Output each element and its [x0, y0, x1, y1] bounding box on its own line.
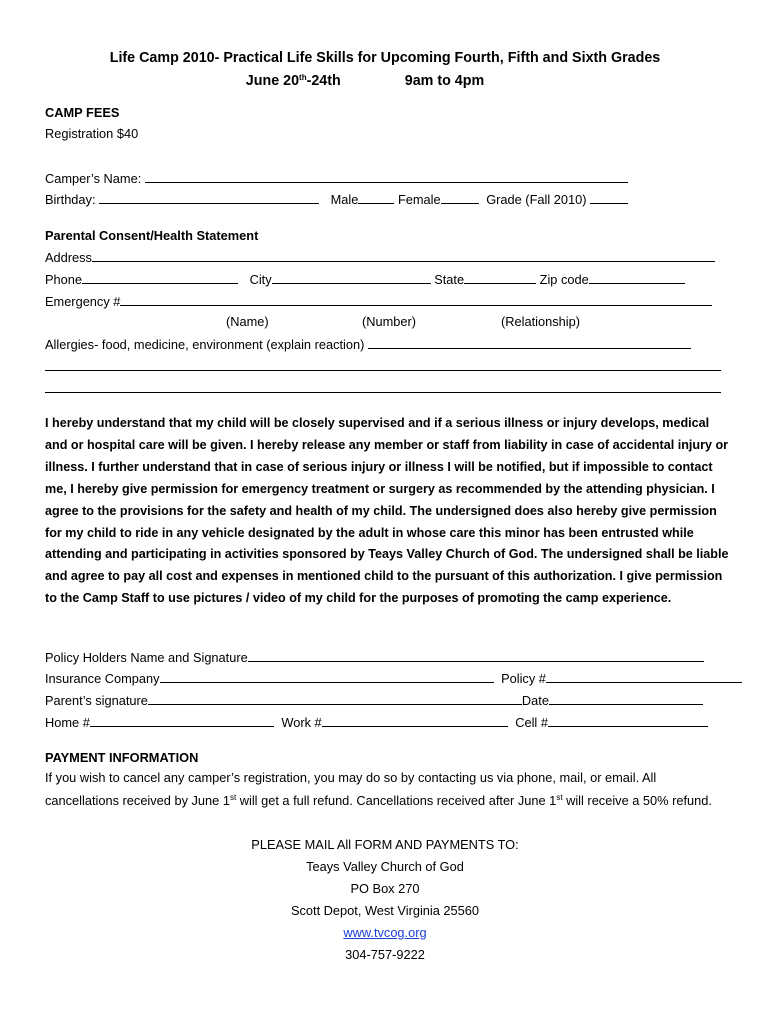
city-label: City: [249, 272, 272, 287]
female-label: Female: [397, 192, 441, 207]
phone-field[interactable]: [82, 270, 238, 284]
mail-org: Teays Valley Church of God: [306, 859, 464, 874]
policy-number-label: Policy #: [501, 671, 546, 686]
emergency-col-name: (Name): [226, 314, 269, 329]
date-label: Date: [521, 693, 549, 708]
home-phone-field[interactable]: [90, 713, 274, 727]
mail-city: Scott Depot, West Virginia 25560: [290, 903, 480, 918]
birthday-row: [45, 190, 628, 208]
camp-fees-heading: CAMP FEES: [45, 105, 120, 120]
payment-text-b: will get a full refund. Cancellations received after June 1: [236, 792, 557, 808]
date-field[interactable]: [549, 691, 703, 705]
parent-signature-label: Parent’s signature: [45, 693, 148, 708]
release-statement: I hereby understand that my child will be closely supervised and if a serious illness or injury develops, medical and or hospital care will be given. I hereby release any member or staff from liability in case of accidental injury or illness. I further understand that in case of serious injury or illness I will be notified, but if impossible to contact me, I hereby give permission for emergency treatment or surgery as recommended by the attending physician. I agree to the provisions for the safety and health of my child. The undersigned does also hereby give permission for my child to ride in any vehicle designated by the adult in whose care this minor has been entrusted while attending and participating in activities sponsored by Teays Valley Church of God. The undersigned shall be liable and agree to pay all cost and expenses in mentioned child to the pursuant of this authorization. I give permission to the Camp Staff to use pictures / video of my child for the purposes of promoting the camp experience.: [45, 416, 729, 606]
phone-city-row: [45, 270, 685, 288]
insurance-company-label: Insurance Company: [45, 671, 160, 686]
male-field[interactable]: [358, 190, 394, 204]
registration-fee: Registration $40: [45, 126, 139, 141]
allergies-field-3[interactable]: [45, 379, 721, 393]
mail-po-box: PO Box 270: [350, 881, 420, 896]
contact-phone: 304-757-9222: [345, 947, 425, 962]
allergies-field-2[interactable]: [45, 357, 721, 371]
state-field[interactable]: [464, 270, 536, 284]
zip-label: Zip code: [539, 272, 589, 287]
date-sup: th: [299, 73, 307, 82]
website-link[interactable]: www.tvcog.org: [343, 925, 427, 940]
camper-name-field[interactable]: [145, 169, 628, 183]
grade-label: Grade (Fall 2010): [486, 192, 587, 207]
parent-signature-field[interactable]: [148, 691, 522, 705]
payment-text-a: If you wish to cancel any camper’s registration, you may do so by contacting us via phone, mail, or email. All cancellations received by June 1: [45, 770, 657, 808]
male-label: Male: [330, 192, 359, 207]
state-label: State: [434, 272, 465, 287]
allergies-row: [45, 335, 691, 353]
cell-phone-label: Cell #: [515, 715, 548, 730]
allergies-line-2: [45, 357, 721, 375]
mail-heading: PLEASE MAIL All FORM AND PAYMENTS TO:: [251, 837, 519, 852]
form-title: Life Camp 2010- Practical Life Skills for Upcoming Fourth, Fifth and Sixth Grades: [109, 50, 661, 66]
address-field[interactable]: [92, 248, 715, 262]
policy-number-field[interactable]: [546, 669, 742, 683]
emergency-label: Emergency #: [45, 294, 121, 309]
allergies-line-3: [45, 379, 721, 397]
payment-text-c: will receive a 50% refund.: [562, 792, 712, 808]
emergency-row: [45, 292, 712, 310]
parent-signature-row: [45, 691, 703, 709]
address-row: [45, 248, 715, 266]
emergency-col-number: (Number): [362, 314, 417, 329]
city-field[interactable]: [272, 270, 431, 284]
work-phone-field[interactable]: [322, 713, 508, 727]
insurance-company-field[interactable]: [160, 669, 494, 683]
phone-label: Phone: [45, 272, 83, 287]
payment-heading: PAYMENT INFORMATION: [45, 750, 199, 765]
date-suffix: -24th: [306, 73, 341, 89]
form-dates: [0, 73, 770, 89]
emergency-field[interactable]: [120, 292, 712, 306]
home-phone-label: Home #: [45, 715, 90, 730]
cell-phone-field[interactable]: [548, 713, 708, 727]
camp-hours: 9am to 4pm: [404, 73, 485, 89]
birthday-label: Birthday:: [45, 192, 96, 207]
website-row: [0, 924, 770, 941]
payment-sup-b: st: [556, 792, 563, 802]
payment-sup-a: st: [229, 792, 237, 802]
policy-holder-label: Policy Holders Name and Signature: [45, 650, 248, 665]
female-field[interactable]: [441, 190, 479, 204]
work-phone-label: Work #: [281, 715, 322, 730]
contact-phones-row: [45, 713, 708, 731]
zip-field[interactable]: [589, 270, 685, 284]
payment-text: [45, 767, 730, 812]
consent-heading: Parental Consent/Health Statement: [45, 228, 259, 243]
grade-field[interactable]: [590, 190, 628, 204]
emergency-col-relationship: (Relationship): [501, 314, 580, 329]
date-prefix: June 20: [245, 73, 300, 89]
allergies-field[interactable]: [368, 335, 691, 349]
camper-name-row: [45, 169, 628, 187]
policy-holder-row: [45, 648, 704, 666]
allergies-label: Allergies- food, medicine, environment (explain reaction): [45, 337, 365, 352]
insurance-company-row: [45, 669, 742, 687]
camper-name-label: Camper’s Name:: [45, 171, 142, 186]
address-label: Address: [45, 250, 92, 265]
birthday-field[interactable]: [99, 190, 319, 204]
policy-holder-field[interactable]: [248, 648, 704, 662]
